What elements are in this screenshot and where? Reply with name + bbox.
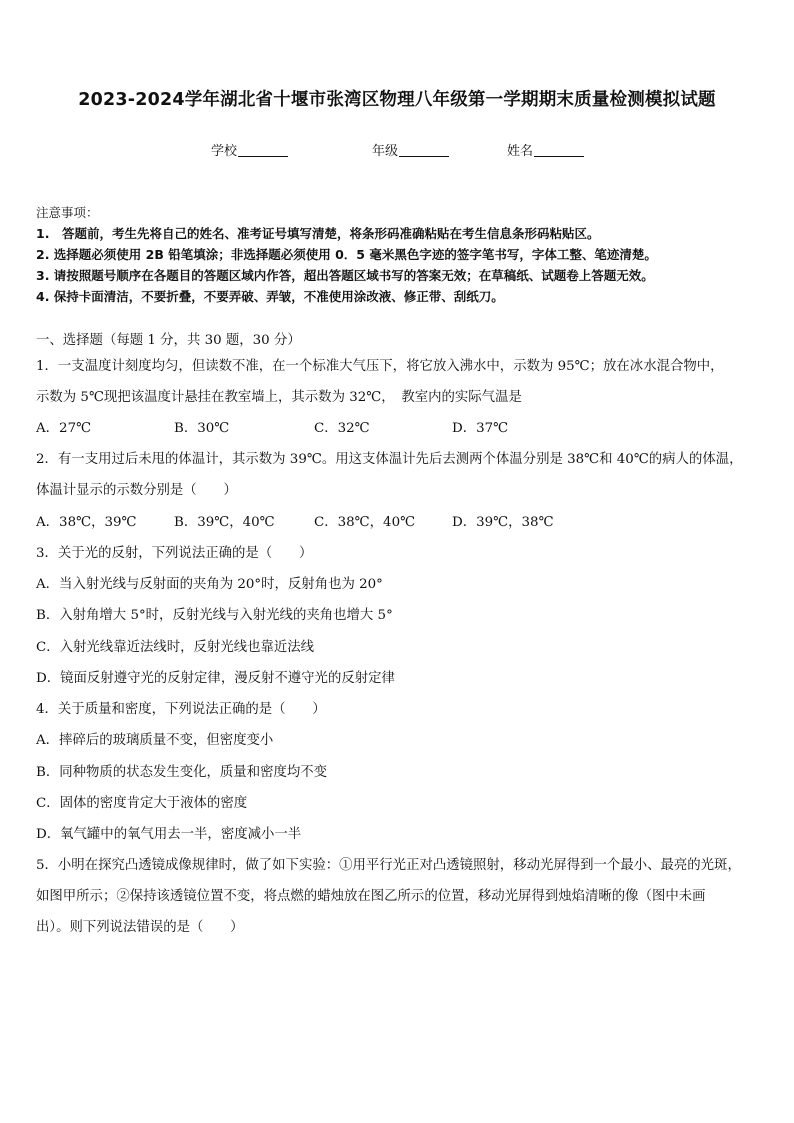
grade-blank xyxy=(399,144,449,157)
question-5-line-3: 出）。则下列说法错误的是（ ） xyxy=(36,920,244,935)
name-field xyxy=(507,140,584,159)
question-5-line-1: 5．小明在探究凸透镜成像规律时，做了如下实验：①用平行光正对凸透镜照射，移动光屏得到一个最小、最亮的光斑， xyxy=(36,858,741,873)
notice-heading: 注意事项： xyxy=(36,205,99,220)
question-4-option-b: B．同种物质的状态发生变化，质量和密度均不变 xyxy=(36,765,328,780)
school-blank xyxy=(238,144,288,157)
question-3-option-b: B．入射角增大 5°时，反射光线与入射光线的夹角也增大 5° xyxy=(36,608,393,623)
school-label: 学校 xyxy=(211,144,238,159)
question-3-option-a: A．当入射光线与反射面的夹角为 20°时，反射角也为 20° xyxy=(36,577,383,592)
school-field xyxy=(211,140,288,159)
question-4-option-a: A．摔碎后的玻璃质量不变，但密度变小 xyxy=(36,733,274,748)
grade-label: 年级 xyxy=(372,144,399,159)
question-1-option-a: A．27℃ xyxy=(36,421,92,436)
notice-item: 1. 答题前，考生先将自己的姓名、准考证号填写清楚，将条形码准确粘贴在考生信息条形码粘贴区。 xyxy=(36,226,600,241)
grade-field xyxy=(372,140,449,159)
notice-item: 3. 请按照题号顺序在各题目的答题区域内作答，超出答题区域书写的答案无效；在草稿纸、试题卷上答题无效。 xyxy=(36,268,654,283)
question-3-option-d: D．镜面反射遵守光的反射定律，漫反射不遵守光的反射定律 xyxy=(36,671,395,686)
notice-item: 2. 选择题必须使用 2B 铅笔填涂；非选择题必须使用 0．5 毫米黑色字迹的签字笔书写，字体工整、笔迹清楚。 xyxy=(36,247,657,262)
question-3-line-1: 3．关于光的反射，下列说法正确的是（ ） xyxy=(36,546,313,561)
question-1-line-2: 示数为 5℃现把该温度计悬挂在教室墙上，其示数为 32℃， 教室内的实际气温是 xyxy=(36,390,522,405)
question-5-line-2: 如图甲所示；②保持该透镜位置不变，将点燃的蜡烛放在图乙所示的位置，移动光屏得到烛焰清晰的像（图中未画 xyxy=(36,889,706,904)
question-2-option-b: B．39℃，40℃ xyxy=(174,515,275,530)
notice-item: 4. 保持卡面清洁，不要折叠，不要弄破、弄皱，不准使用涂改液、修正带、刮纸刀。 xyxy=(36,289,504,304)
name-blank xyxy=(534,144,584,157)
question-3-option-c: C．入射光线靠近法线时，反射光线也靠近法线 xyxy=(36,640,315,655)
question-1-line-1: 1．一支温度计刻度均匀，但读数不准，在一个标准大气压下，将它放入沸水中，示数为 95℃；放在冰水混合物中， xyxy=(36,359,724,374)
question-1-option-c: C．32℃ xyxy=(314,421,370,436)
question-4-option-d: D．氧气罐中的氧气用去一半，密度减小一半 xyxy=(36,827,302,842)
question-2-option-a: A．38℃，39℃ xyxy=(36,515,137,530)
page-title: 2023-2024学年湖北省十堰市张湾区物理八年级第一学期期末质量检测模拟试题 xyxy=(78,90,716,110)
question-4-option-c: C．固体的密度肯定大于液体的密度 xyxy=(36,796,248,811)
question-1-option-d: D．37℃ xyxy=(452,421,509,436)
question-2-option-d: D．39℃，38℃ xyxy=(452,515,554,530)
question-4-line-1: 4．关于质量和密度，下列说法正确的是（ ） xyxy=(36,702,326,717)
question-2-line-2: 体温计显示的示数分别是（ ） xyxy=(36,483,237,498)
question-2-option-c: C．38℃，40℃ xyxy=(314,515,416,530)
section-title: 一、选择题（每题 1 分，共 30 题，30 分） xyxy=(36,333,301,348)
question-1-option-b: B．30℃ xyxy=(174,421,230,436)
name-label: 姓名 xyxy=(507,144,534,159)
question-2-line-1: 2．有一支用过后未甩的体温计，其示数为 39℃。用这支体温计先后去测两个体温分别是 38℃和 40℃的病人的体温， xyxy=(36,452,743,467)
